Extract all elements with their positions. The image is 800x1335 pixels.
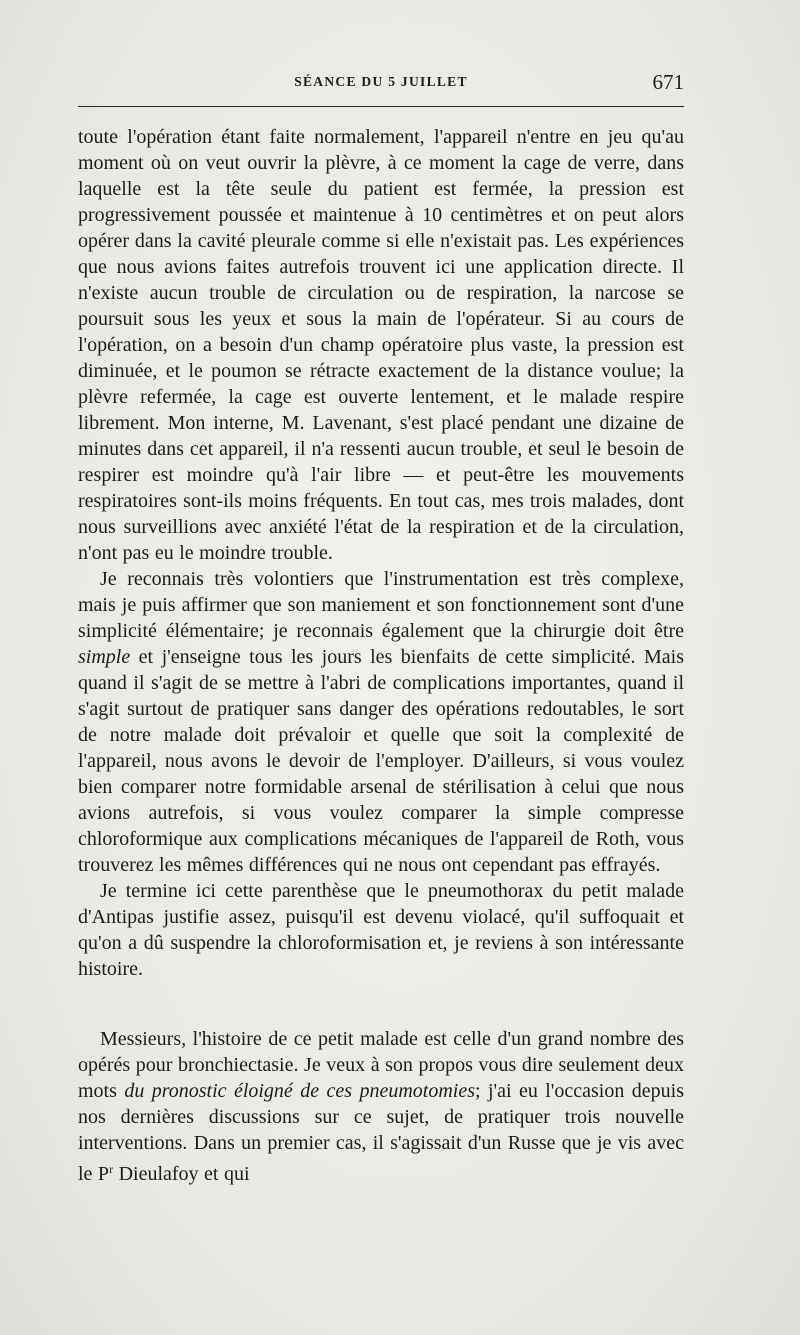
paragraph-2-italic-simple: simple: [78, 646, 131, 668]
paragraph-instrumentation: [78, 566, 684, 878]
paragraph-continuation: [78, 124, 684, 566]
paragraph-4-text-middle: ; j'ai eu l'occasion depuis nos dernières discussions sur ce sujet, de pratiquer trois nouvelle interventions. Dans un premier cas, il s'agissait d'un Russe que je vis avec le P: [78, 1080, 684, 1185]
paragraph-3-text: Je termine ici cette parenthèse que le pneumothorax du petit malade d'Antipas justifie assez, puisqu'il est devenu violacé, qu'il suffoquait et qu'on a dû suspendre la chloroformisation et, je reviens à son intéressante histoire.: [78, 880, 684, 980]
paragraph-4-superscript: r: [109, 1162, 114, 1176]
running-title: SÉANCE DU 5 JUILLET: [294, 74, 468, 89]
section-gap: [78, 982, 684, 1026]
page-header: [78, 70, 684, 98]
paragraph-4-italic-phrase: du pronostic éloigné de ces pneumotomies: [124, 1080, 475, 1102]
paragraph-1-text: toute l'opération étant faite normalement, l'appareil n'entre en jeu qu'au moment où on veut ouvrir la plèvre, à ce moment la cage de verre, dans laquelle est la tête seule du patient est fermée, la pression est progressivement poussée et maintenue à 10 centimètres et on peut alors opérer dans la cavité pleurale comme si elle n'existait pas. Les expériences que nous avions faites autrefois trouvent ici une application directe. Il n'existe aucun trouble de circulation ou de respiration, la narcose se poursuit sous les yeux et sous la main de l'opérateur. Si au cours de l'opération, on a besoin d'un champ opératoire plus vaste, la pression est diminuée, et le poumon se rétracte exactement de la distance voulue; la plèvre refermée, la cage est ouverte lentement, et le malade respire librement. Mon interne, M. Lavenant, s'est placé pendant une dizaine de minutes dans cet appareil, il n'a ressenti aucun trouble, et seul le besoin de respirer est moindre qu'à l'air libre — et peut-être les mouvements respiratoires sont-ils moins fréquents. En tout cas, mes trois malades, dont nous surveillions avec anxiété l'état de la respiration et de la circulation, n'ont pas eu le moindre trouble.: [78, 126, 684, 564]
paragraph-prognosis: [78, 1026, 684, 1187]
paragraph-4-text-start: Messieurs, l'histoire de ce petit malade est celle d'un grand nombre des opérés pour bronchiectasie. Je veux à son propos vous dire seulement deux mots: [78, 1028, 684, 1102]
paragraph-2-text-end: et j'enseigne tous les jours les bienfaits de cette simplicité. Mais quand il s'agit de se mettre à l'abri de complications importantes, quand il s'agit surtout de pratiquer sans danger des opérations redoutables, le sort de notre malade doit prévaloir et quelle que soit la complexité de l'appareil, nous avons le devoir de l'employer. D'ailleurs, si vous voulez bien comparer notre formidable arsenal de stérilisation à celui que nous avions autrefois, si vous voulez comparer la simple compresse chloroformique aux complications mécaniques de l'appareil de Roth, vous trouverez les mêmes différences qui ne nous ont cependant pas effrayés.: [78, 646, 684, 876]
header-rule: [78, 106, 684, 107]
body-text: [78, 124, 684, 1187]
paragraph-2-text-start: Je reconnais très volontiers que l'instrumentation est très complexe, mais je puis affirmer que son maniement et son fonctionnement sont d'une simplicité élémentaire; je reconnais également que la chirurgie doit être: [78, 568, 684, 642]
paragraph-4-text-end: Dieulafoy et qui: [113, 1163, 250, 1185]
paragraph-parenthesis: [78, 878, 684, 982]
page-number: 671: [652, 70, 684, 94]
